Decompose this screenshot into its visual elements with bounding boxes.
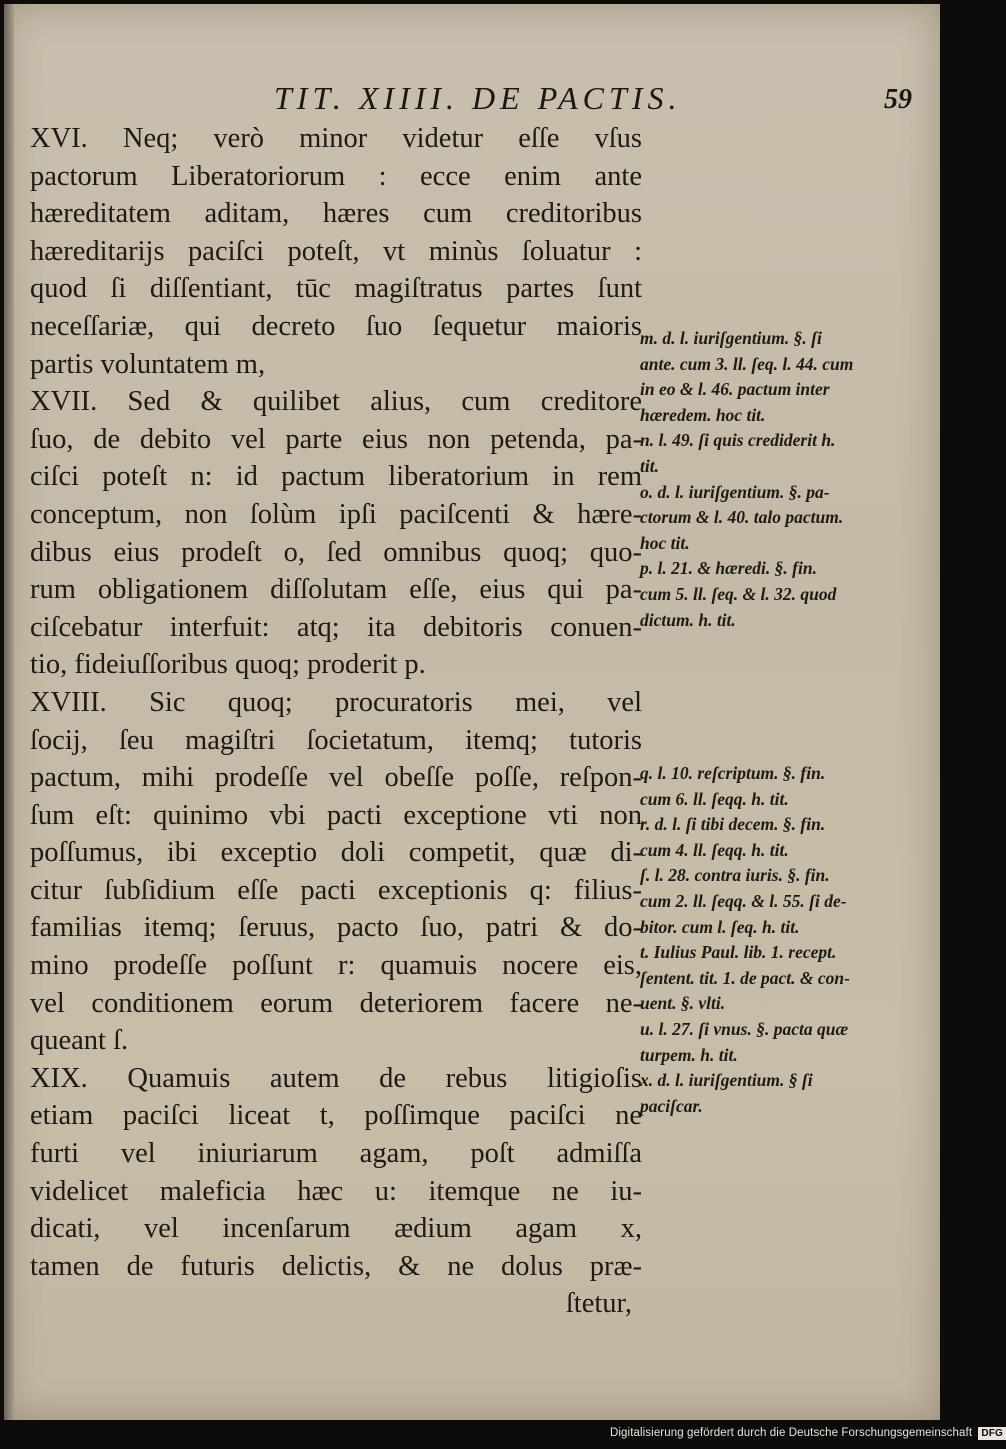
marginal-note-line: ſentent. tit. 1. de pact. & con- <box>640 967 850 988</box>
text-line: XVII. Sed & quilibet alius, cum creditore <box>30 386 642 418</box>
marginal-note-line: r. d. l. ſi tibi decem. §. fin. <box>640 814 826 835</box>
text-line: tamen de futuris delictis, & ne dolus præ- <box>30 1250 642 1282</box>
marginal-note-line: dictum. h. tit. <box>640 609 736 630</box>
text-line: hæreditatem aditam, hæres cum creditoribus <box>30 198 642 230</box>
text-line: queant ſ. <box>30 1025 129 1057</box>
marginal-note-line: paciſcar. <box>640 1095 703 1116</box>
text-line: pactum, mihi prodeſſe vel obeſſe poſſe, reſpon- <box>30 762 642 794</box>
text-line: dicati, vel incenſarum ædium agam x, <box>30 1213 642 1245</box>
marginal-note-line: cum 6. ll. ſeqq. h. tit. <box>640 788 789 809</box>
text-line: partis voluntatem m, <box>30 348 266 380</box>
text-line: mino prodeſſe poſſunt r: quamuis nocere eis, <box>30 950 642 982</box>
text-line: ciſcebatur interfuit: atq; ita debitoris conuen- <box>30 611 642 643</box>
text-line: vel conditionem eorum deteriorem facere ne- <box>30 987 642 1019</box>
text-line: ſuo, de debito vel parte eius non petenda, pa- <box>30 423 642 455</box>
marginal-note-line: cum 2. ll. ſeqq. & l. 55. ſi de- <box>640 891 847 912</box>
text-line: ciſci poteſt n: id pactum liberatorium in rem <box>30 461 642 493</box>
text-line: familias itemq; ſeruus, pacto ſuo, patri & do- <box>30 912 642 944</box>
marginal-note-line: turpem. h. tit. <box>640 1044 738 1065</box>
marginal-note-line <box>640 684 930 710</box>
marginal-note-line: hoc tit. <box>640 532 690 553</box>
text-line: etiam paciſci liceat t, poſſimque paciſci ne <box>30 1100 642 1132</box>
text-line: conceptum, non ſolùm ipſi paciſcenti & hære- <box>30 498 642 530</box>
marginal-note-line: u. l. 27. ſi vnus. §. pacta quæ <box>640 1019 849 1040</box>
text-line: ſum eſt: quinimo vbi pacti exceptione vti non <box>30 799 642 831</box>
marginal-note-line <box>640 736 930 762</box>
page-gutter <box>4 4 14 1420</box>
marginal-note-line: ante. cum 3. ll. ſeq. l. 44. cum <box>640 353 854 374</box>
text-line: ſtetur, <box>565 1288 632 1320</box>
text-line: quod ſi diſſentiant, tūc magiſtratus partes ſunt <box>30 273 642 305</box>
marginal-note-line: t. Iulius Paul. lib. 1. recept. <box>640 942 837 963</box>
text-line: XVI. Neq; verò minor videtur eſſe vſus <box>30 123 642 154</box>
marginal-note-line: o. d. l. iuriſgentium. §. pa- <box>640 481 830 502</box>
text-line: hæreditarijs paciſci poteſt, vt minùs ſoluatur : <box>30 235 642 267</box>
text-line: neceſſariæ, qui decreto ſuo ſequetur maioris <box>30 310 642 342</box>
running-head: TIT. XIIII. DE PACTIS. <box>274 80 682 116</box>
text-line: dibus eius prodeſt o, ſed omnibus quoq; quo- <box>30 536 642 568</box>
book-page <box>4 4 940 1420</box>
marginal-note-line: tit. <box>640 455 659 476</box>
text-line: furti vel iniuriarum agam, poſt admiſſa <box>30 1138 642 1170</box>
text-line: videlicet maleficia hæc u: itemque ne iu- <box>30 1175 642 1207</box>
marginal-note-line: ſ. l. 28. contra iuris. §. fin. <box>640 865 830 886</box>
marginal-note-line: n. l. 49. ſi quis crediderit h. <box>640 430 836 451</box>
page-number: 59 <box>884 84 912 115</box>
marginal-note-line <box>640 710 930 736</box>
marginal-note-line <box>640 633 930 659</box>
digitization-footer <box>610 1427 1003 1440</box>
marginal-note-line: cum 5. ll. ſeq. & l. 32. quod <box>640 583 837 604</box>
text-line: XVIII. Sic quoq; procuratoris mei, vel <box>30 686 642 718</box>
footer-credit: Digitalisierung gefördert durch die Deutsche Forschungsgemeinschaft <box>610 1427 973 1439</box>
marginal-note-line: m. d. l. iuriſgentium. §. ſi <box>640 328 822 348</box>
marginal-note-line: hæredem. hoc tit. <box>640 404 766 425</box>
text-line: poſſumus, ibi exceptio doli competit, quæ di- <box>30 837 642 869</box>
marginal-note-line <box>640 659 930 685</box>
text-line: citur ſubſidium eſſe pacti exceptionis q: filius- <box>30 874 642 906</box>
marginal-note-line: uent. §. vlti. <box>640 993 726 1014</box>
marginal-notes <box>640 326 930 1119</box>
dfg-logo: DFG <box>978 1427 1005 1440</box>
text-line: ſocij, ſeu magiſtri ſocietatum, itemq; tutoris <box>30 724 642 756</box>
text-line: pactorum Liberatoriorum : ecce enim ante <box>30 160 642 192</box>
marginal-note-line: p. l. 21. & hæredi. §. fin. <box>640 558 817 579</box>
text-line: rum obligationem diſſolutam eſſe, eius qui pa- <box>30 574 642 606</box>
marginal-note-line: x. d. l. iuriſgentium. § ſi <box>640 1070 813 1091</box>
main-text-block <box>30 120 642 1323</box>
marginal-note-line: ctorum & l. 40. talo pactum. <box>640 507 844 528</box>
text-line: tio, fideiuſſoribus quoq; proderit p. <box>30 649 426 681</box>
marginal-note-line: in eo & l. 46. pactum inter <box>640 379 830 400</box>
marginal-note-line: cum 4. ll. ſeqq. h. tit. <box>640 839 789 860</box>
marginal-note-line: q. l. 10. reſcriptum. §. fin. <box>640 763 826 784</box>
text-line: XIX. Quamuis autem de rebus litigioſis <box>30 1062 642 1094</box>
marginal-note-line: bitor. cum l. ſeq. h. tit. <box>640 916 800 937</box>
